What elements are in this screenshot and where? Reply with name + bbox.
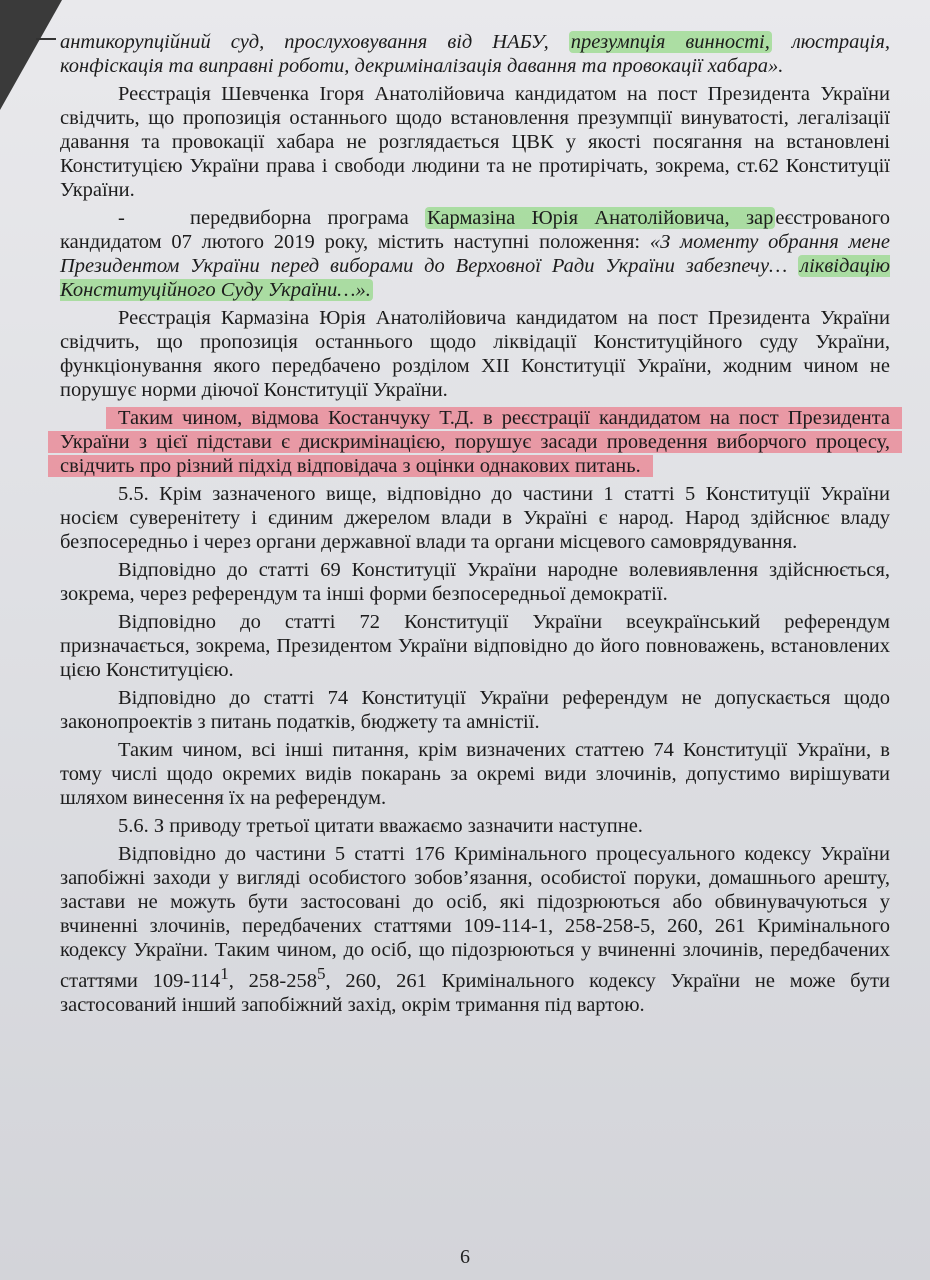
paragraph-3 xyxy=(60,206,890,302)
paragraph-12-text-a: Відповідно до частини 5 статті 176 Кримінального процесуального кодексу України запобіжні заходи у вигляді особистого зобов’язання, особистої поруки, домашнього арешту, застави не можуть бути застосовані до осіб, які підозрюються або обвинувачуються у вчиненні злочинів, передбачених статтями 109-114-1, 258-258-5, 260, 261 Кримінального кодексу України. Таким чином, до осіб, що підозрюються у вчиненні злочинів, передбачених статтями 109-114 xyxy=(60,843,890,992)
page-number: 6 xyxy=(460,1246,470,1268)
paragraph-12 xyxy=(60,842,890,1017)
superscript-2: 5 xyxy=(317,964,326,983)
paragraph-1-text-b: люстрація, конфіскація та виправні роботи, декриміналізація давання та провокації хабара». xyxy=(60,31,890,77)
folded-corner xyxy=(0,0,62,110)
quote-text: «З моменту обрання мене Президентом України перед виборами до Верховної Ради України забезпечу… xyxy=(60,231,890,277)
paragraph-1-text-a: антикорупційний суд, прослуховування від НАБУ, xyxy=(60,31,569,53)
document-body xyxy=(60,30,890,1021)
superscript-1: 1 xyxy=(220,964,229,983)
paragraph-5 xyxy=(60,406,890,478)
paragraph-7: Відповідно до статті 69 Конституції України народне волевиявлення здійснюється, зокрема, через референдум та інші форми безпосередньої демократії. xyxy=(60,559,890,605)
paragraph-12-text-b: , 258-258 xyxy=(228,969,317,992)
paragraph-3-text-b: еєстрованого кандидатом 07 лютого 2019 року, містить наступні положення: xyxy=(60,207,890,253)
paragraph-2: Реєстрація Шевченка Ігоря Анатолійовича кандидатом на пост Президента України свідчить, що пропозиція останнього щодо встановлення презумпції винуватості, легалізації давання та провокації хабара не розглядається ЦВК у якості посягання на встановлені Конституцією України права і свободи людини та не протирічать, зокрема, ст.62 Конституції України. xyxy=(60,83,890,201)
paragraph-6: 5.5. Крім зазначеного вище, відповідно до частини 1 статті 5 Конституції України носієм суверенітету і єдиним джерелом влади в Україні є народ. Народ здійснює владу безпосередньо і через органи державної влади та органи місцевого самоврядування. xyxy=(60,483,890,553)
paragraph-8: Відповідно до статті 72 Конституції України всеукраїнський референдум призначається, зокрема, Президентом України відповідно до його повноважень, встановлених цією Конституцією. xyxy=(60,611,890,681)
red-highlight: Таким чином, відмова Костанчуку Т.Д. в реєстрації кандидатом на пост Президента України з цієї підстави є дискримінацією, порушує засади проведення виборчого процесу, свідчить про різний підхід відповідача з оцінки однакових питань. xyxy=(60,407,890,477)
paragraph-9: Відповідно до статті 74 Конституції України референдум не допускається щодо законопроектів з питань податків, бюджету та амністії. xyxy=(60,687,890,733)
paragraph-11: 5.6. З приводу третьої цитати вважаємо зазначити наступне. xyxy=(118,815,643,837)
margin-dash-mark xyxy=(36,38,56,40)
green-highlight-2: Кармазіна Юрія Анатолійовича, зар xyxy=(427,207,774,229)
paragraph-4: Реєстрація Кармазіна Юрія Анатолійовича кандидатом на пост Президента України свідчить, що пропозиція останнього щодо ліквідації Конституційного суду України, функціонування якого передбачено розділом XII Конституції України, жодним чином не порушує норми діючої Конституції України. xyxy=(60,307,890,401)
green-highlight-1: презумпція винності, xyxy=(570,31,770,53)
paragraph-10: Таким чином, всі інші питання, крім визначених статтею 74 Конституції України, в тому числі щодо окремих видів покарань за окремі види злочинів, допустимо вирішувати шляхом винесення їх на референдум. xyxy=(60,739,890,809)
list-dash: - xyxy=(118,207,125,229)
paragraph-12-text-c: , 260, 261 Кримінального кодексу України не може бути застосований інший запобіжний захід, окрім тримання під вартою. xyxy=(60,969,891,1016)
paragraph-1 xyxy=(60,30,890,78)
green-highlight-3: ліквідацію Конституційного Суду України…». xyxy=(60,255,890,301)
paragraph-3-text-a: передвиборна програма xyxy=(190,207,426,229)
